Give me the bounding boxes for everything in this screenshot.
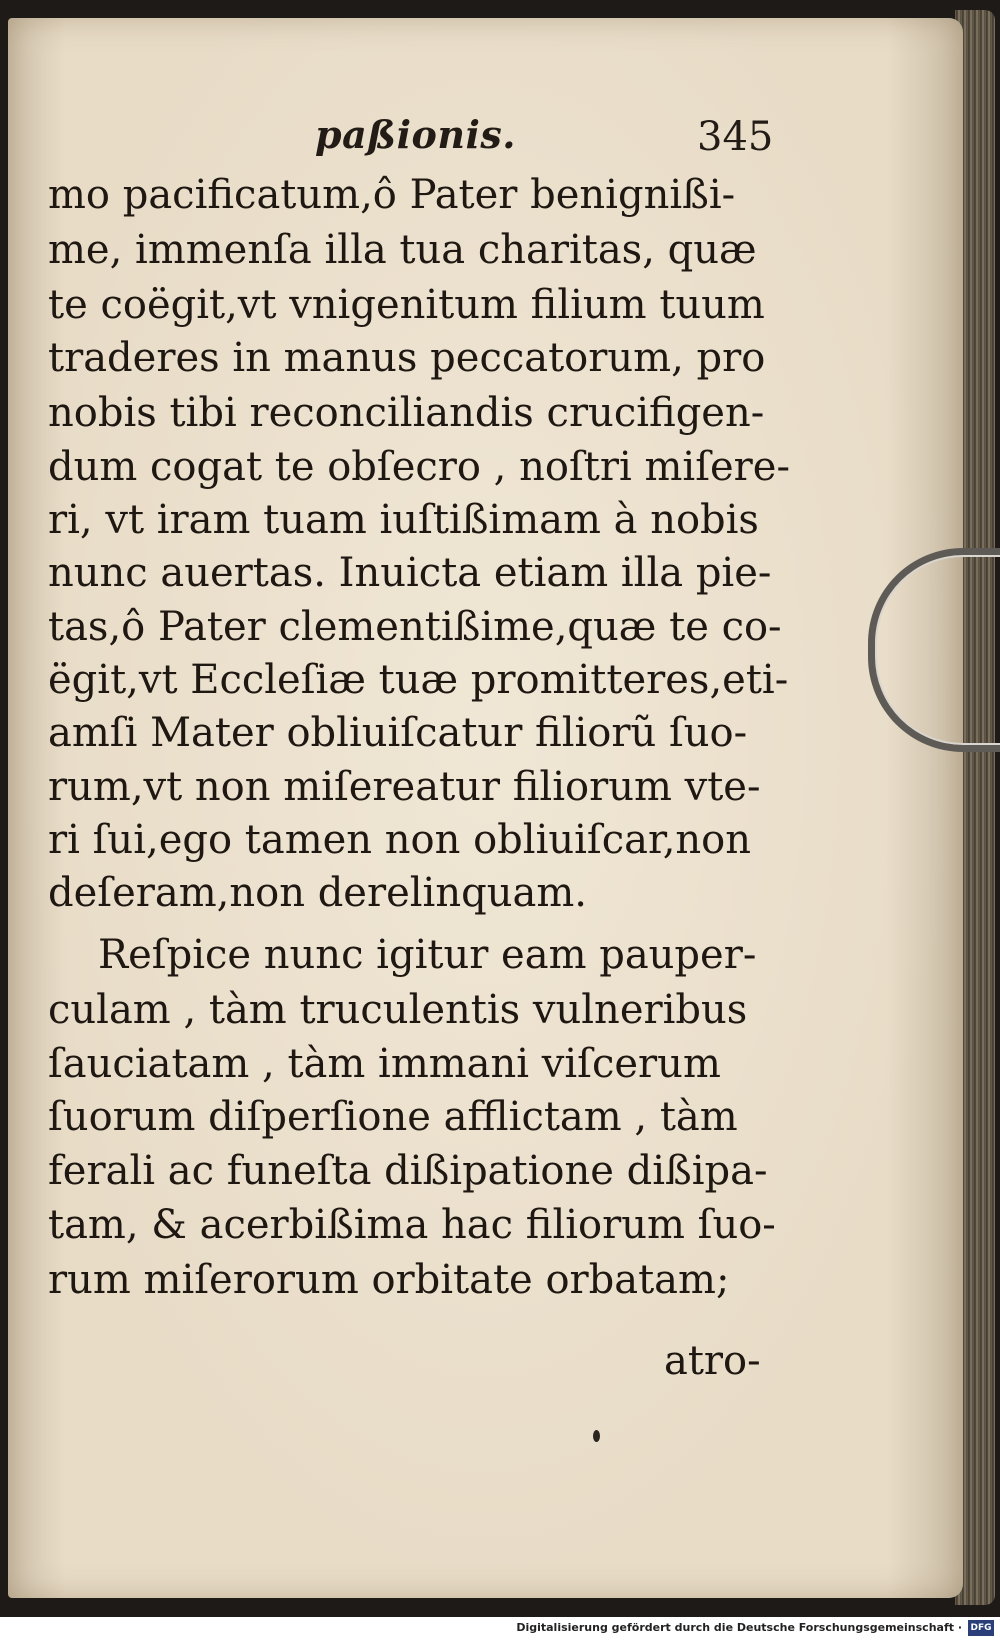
text-line: ëgit,vt Eccleſiæ tuæ promitteres,eti- xyxy=(48,657,789,703)
text-line: ſauciatam , tàm immani viſcerum xyxy=(48,1041,721,1087)
text-line: ſuorum diſperſione afflictam , tàm xyxy=(48,1094,738,1140)
text-line: traderes in manus peccatorum, pro xyxy=(48,335,766,381)
catchword: atro- xyxy=(664,1338,761,1384)
text-line: nunc auertas. Inuicta etiam illa pie- xyxy=(48,550,772,596)
text-line: rum miſerorum orbitate orbatam; xyxy=(48,1257,730,1303)
text-line: culam , tàm truculentis vulneribus xyxy=(48,987,748,1033)
text-line: ri ſui,ego tamen non obliuiſcar,non xyxy=(48,817,752,863)
text-line: ferali ac funeſta dißipatione dißipa- xyxy=(48,1148,768,1194)
text-line: Reſpice nunc igitur eam pauper- xyxy=(98,932,757,978)
text-line: dum cogat te obſecro , noſtri miſere- xyxy=(48,444,790,490)
text-line: tam, & acerbißima hac filiorum ſuo- xyxy=(48,1202,776,1248)
text-line: te coëgit,vt vnigenitum filium tuum xyxy=(48,282,765,328)
text-line: me, immenſa illa tua charitas, quæ xyxy=(48,227,757,273)
text-line: rum,vt non miſereatur filiorum vte- xyxy=(48,764,761,810)
ink-speck xyxy=(593,1430,600,1442)
text-line: deſeram,non derelinquam. xyxy=(48,870,587,916)
text-line: nobis tibi reconciliandis crucifigen- xyxy=(48,390,765,436)
running-title: paßionis. xyxy=(315,112,517,157)
text-line: amſi Mater obliuiſcatur filiorũ ſuo- xyxy=(48,710,748,756)
footer-credit: Digitalisierung gefördert durch die Deutsche Forschungsgemeinschaft · xyxy=(516,1621,962,1634)
page-number: 345 xyxy=(697,114,774,160)
text-line: mo pacificatum,ô Pater benignißi- xyxy=(48,172,736,218)
text-line: tas,ô Pater clementißime,quæ te co- xyxy=(48,604,782,650)
dfg-logo: DFG xyxy=(968,1620,994,1636)
text-line: ri, vt iram tuam iuſtißimam à nobis xyxy=(48,497,759,543)
